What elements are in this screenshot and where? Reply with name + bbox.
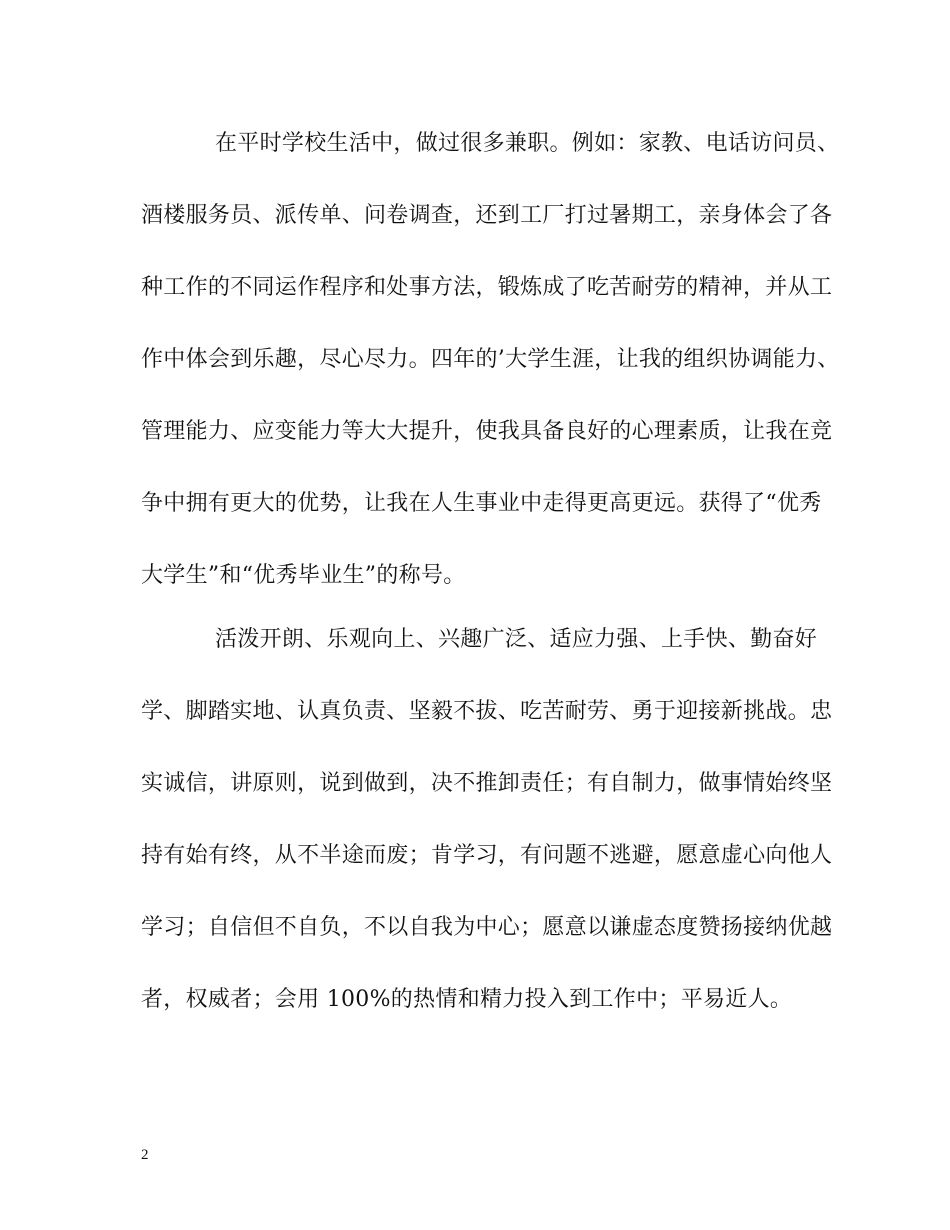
paragraph-line: 争中拥有更大的优势，让我在人生事业中走得更高更远。获得了“优秀 bbox=[141, 491, 822, 516]
paragraph-line: 持有始有终，从不半途而废；肯学习，有问题不逃避，愿意虚心向他人 bbox=[141, 843, 833, 868]
paragraph-line: 酒楼服务员、派传单、问卷调查，还到工厂打过暑期工，亲身体会了各 bbox=[141, 203, 833, 228]
document-body bbox=[141, 124, 841, 1052]
paragraph-line: 种工作的不同运作程序和处事方法，锻炼成了吃苦耐劳的精神，并从工 bbox=[141, 275, 833, 300]
paragraph-1 bbox=[141, 124, 841, 620]
paragraph-line: 在平时学校生活中，做过很多兼职。例如：家教、电话访问员、 bbox=[215, 131, 840, 156]
paragraph-line: 大学生”和“优秀毕业生”的称号。 bbox=[141, 563, 466, 588]
paragraph-line: 活泼开朗、乐观向上、兴趣广泛、适应力强、上手快、勤奋好 bbox=[215, 627, 818, 652]
paragraph-line: 实诚信，讲原则，说到做到，决不推卸责任；有自制力，做事情始终坚 bbox=[141, 771, 833, 796]
paragraph-2 bbox=[141, 620, 841, 1052]
paragraph-line: 管理能力、应变能力等大大提升，使我具备良好的心理素质，让我在竞 bbox=[141, 419, 833, 444]
paragraph-line: 者，权威者；会用 100%的热情和精力投入到工作中；平易近人。 bbox=[141, 987, 793, 1012]
paragraph-line: 学习；自信但不自负，不以自我为中心；愿意以谦虚态度赞扬接纳优越 bbox=[141, 915, 833, 940]
page-number: 2 bbox=[141, 1147, 149, 1163]
paragraph-line: 学、脚踏实地、认真负责、坚毅不拔、吃苦耐劳、勇于迎接新挑战。忠 bbox=[141, 699, 833, 724]
paragraph-line: 作中体会到乐趣，尽心尽力。四年的’大学生涯，让我的组织协调能力、 bbox=[141, 347, 840, 372]
